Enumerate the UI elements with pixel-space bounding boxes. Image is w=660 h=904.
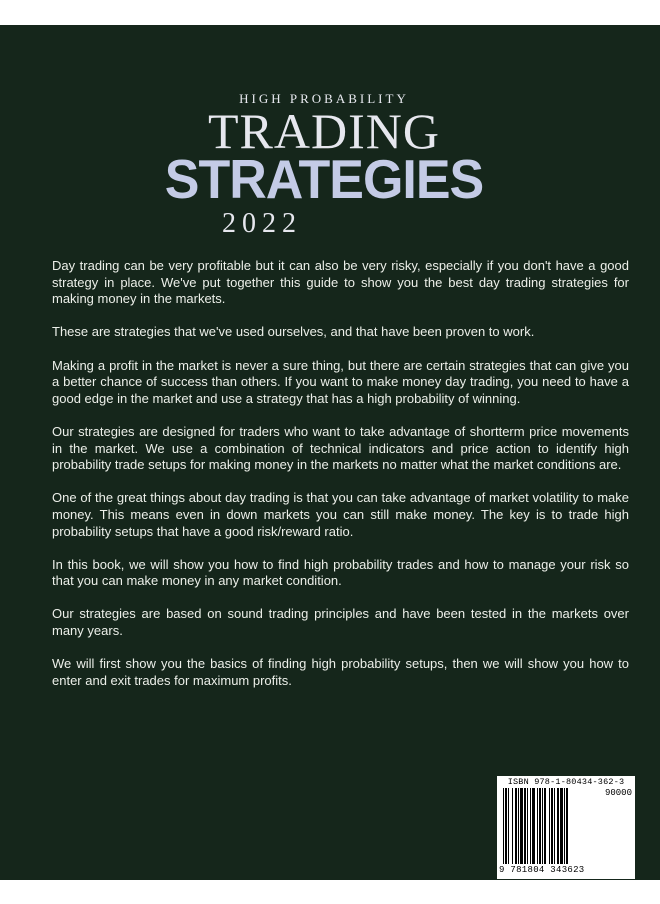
paragraph: Our strategies are designed for traders who want to take advantage of shortterm price movements in the market. We use a combination of technical indicators and price action to identify high probability trade setups for making money in the markets no matter what the market conditions are.	[52, 423, 629, 473]
paragraph: Our strategies are based on sound trading principles and have been tested in the markets over many years.	[52, 606, 629, 639]
description-text	[52, 258, 629, 706]
paragraph: Day trading can be very profitable but it can also be very risky, especially if you don't have a good strategy in place. We've put together this guide to show you the best day trading strategies for making money in the markets.	[52, 258, 629, 307]
isbn-label: ISBN 978-1-80434-362-3	[507, 777, 625, 787]
title-kicker: HIGH PROBABILITY	[239, 91, 409, 106]
paragraph: These are strategies that we've used ourselves, and that have been proven to work.	[52, 324, 535, 340]
paragraph: Making a profit in the market is never a sure thing, but there are certain strategies that can give you a better chance of success than others. If you want to make money day trading, you need to have a good edge in the market and use a strategy that has a high probability of winning.	[52, 357, 629, 406]
paragraph: We will first show you the basics of finding high probability setups, then we will show you how to enter and exit trades for maximum profits.	[52, 656, 629, 688]
isbn-barcode	[497, 776, 635, 879]
barcode-digits: 9 781804 343623	[499, 865, 585, 875]
title-year: 2022	[222, 208, 302, 239]
price-code: 90000	[604, 788, 632, 798]
title-trading: TRADING	[208, 103, 440, 159]
title-strategies: STRATEGIES	[164, 149, 484, 211]
paragraph: One of the great things about day trading is that you can take advantage of market volatility to make money. This means even in down markets you can still make money. The key is to trade high probability setups that have a good risk/reward ratio.	[52, 490, 629, 539]
book-back-cover	[0, 25, 660, 880]
paragraph: In this book, we will show you how to find high probability trades and how to manage your risk so that you can make money in any market condition.	[52, 556, 629, 589]
barcode-bars-icon	[503, 788, 589, 864]
